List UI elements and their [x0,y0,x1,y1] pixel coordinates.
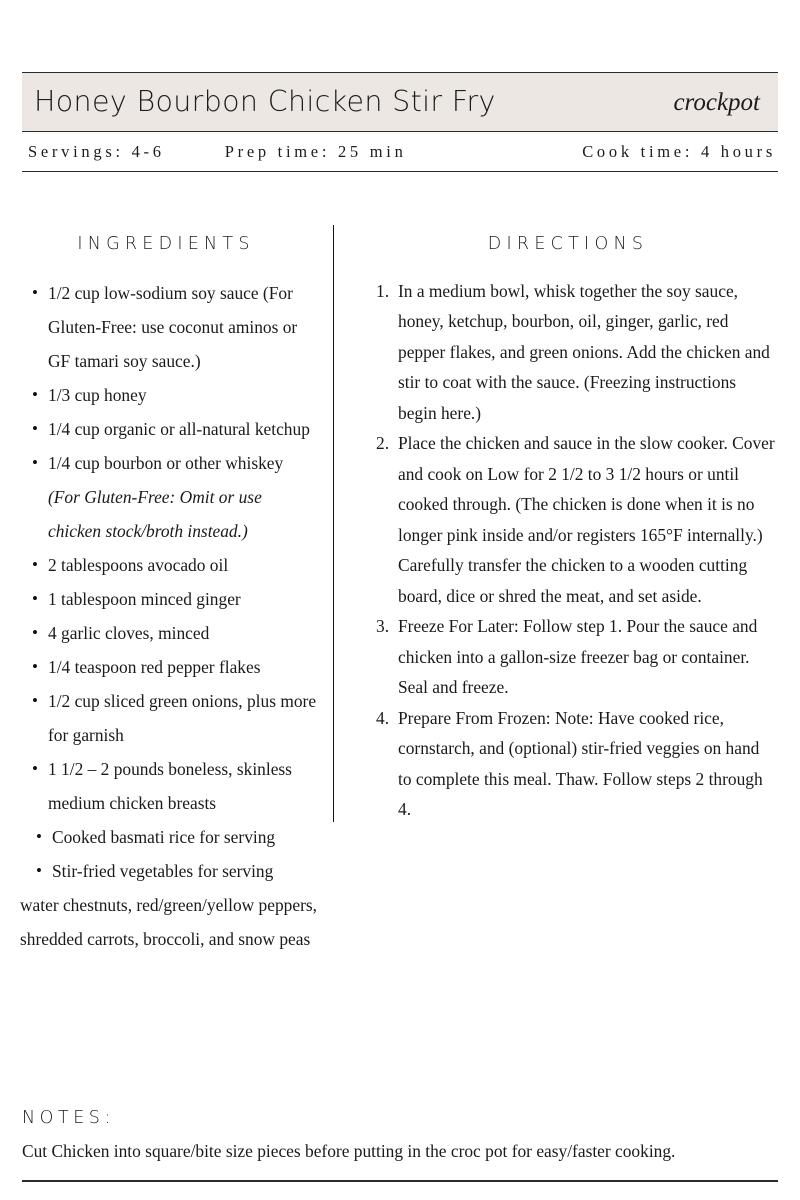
list-item: • 4 garlic cloves, minced [18,616,318,650]
ingredient-main-text: 1/4 cup bourbon or other whiskey [48,452,284,473]
bottom-rule [22,1180,778,1182]
list-item: In a medium bowl, whisk together the soy sauce, honey, ketchup, bourbon, oil, ginger, garlic, red pepper flakes, and green onions. Add the chicken and stir to coat with the sauce. (Freezing instructions begin here.) [398,280,770,423]
list-item: • Cooked basmati rice for serving [18,820,318,854]
meta-prep-time: Prep time: 25 min [224,141,407,161]
recipe-meta-row [22,132,778,172]
notes-heading: NOTES: [22,1108,115,1128]
recipe-method-tag: crockpot [673,88,760,116]
list-item: • 1/2 cup low-sodium soy sauce (For Gluten-Free: use coconut aminos or GF tamari soy sauce.) [18,276,318,378]
list-item: • 1/3 cup honey [18,378,318,412]
directions-column [376,236,776,825]
ingredients-list [18,276,318,888]
notes-text: Cut Chicken into square/bite size pieces before putting in the croc pot for easy/faster cooking. [22,1140,676,1161]
directions-list [376,276,776,825]
meta-cook-time: Cook time: 4 hours [582,141,776,161]
column-divider [333,225,334,822]
list-item: • 2 tablespoons avocado oil [18,548,318,582]
page-title: Honey Bourbon Chicken Stir Fry [34,84,496,118]
meta-servings: Servings: 4-6 [28,141,165,161]
ingredient-gluten-free-note: (For Gluten-Free: Omit or use chicken stock/broth instead.) [48,486,262,541]
list-item: Place the chicken and sauce in the slow cooker. Cover and cook on Low for 2 1/2 to 3 1/2 hours or until cooked through. (The chicken is done when it is no longer pink inside and/or registers 165°F internally.) Carefully transfer the chicken to a wooden cutting board, dice or shred the meat, and set aside. [398,433,775,606]
list-item: • 1/4 cup organic or all-natural ketchup [18,412,318,446]
list-item: • 1 tablespoon minced ginger [18,582,318,616]
notes-section [22,1110,762,1164]
ingredients-heading: INGREDIENTS [77,234,255,254]
directions-heading: DIRECTIONS [487,234,649,254]
list-item: Freeze For Later: Follow step 1. Pour the sauce and chicken into a gallon-size freezer bag or container. Seal and freeze. [398,616,758,697]
list-item: • Stir-fried vegetables for serving [18,854,318,888]
list-item: • 1/4 teaspoon red pepper flakes [18,650,318,684]
list-item: • 1/2 cup sliced green onions, plus more for garnish [18,684,318,752]
list-item: • 1 1/2 – 2 pounds boneless, skinless medium chicken breasts [18,752,318,820]
ingredients-trailing-text: water chestnuts, red/green/yellow peppers, shredded carrots, broccoli, and snow peas [20,894,317,949]
list-item: Prepare From Frozen: Note: Have cooked rice, cornstarch, and (optional) stir-fried veggies on hand to complete this meal. Thaw. Follow steps 2 through 4. [398,707,763,819]
recipe-header-band [22,72,778,132]
ingredients-column [18,236,318,956]
list-item [18,446,318,548]
